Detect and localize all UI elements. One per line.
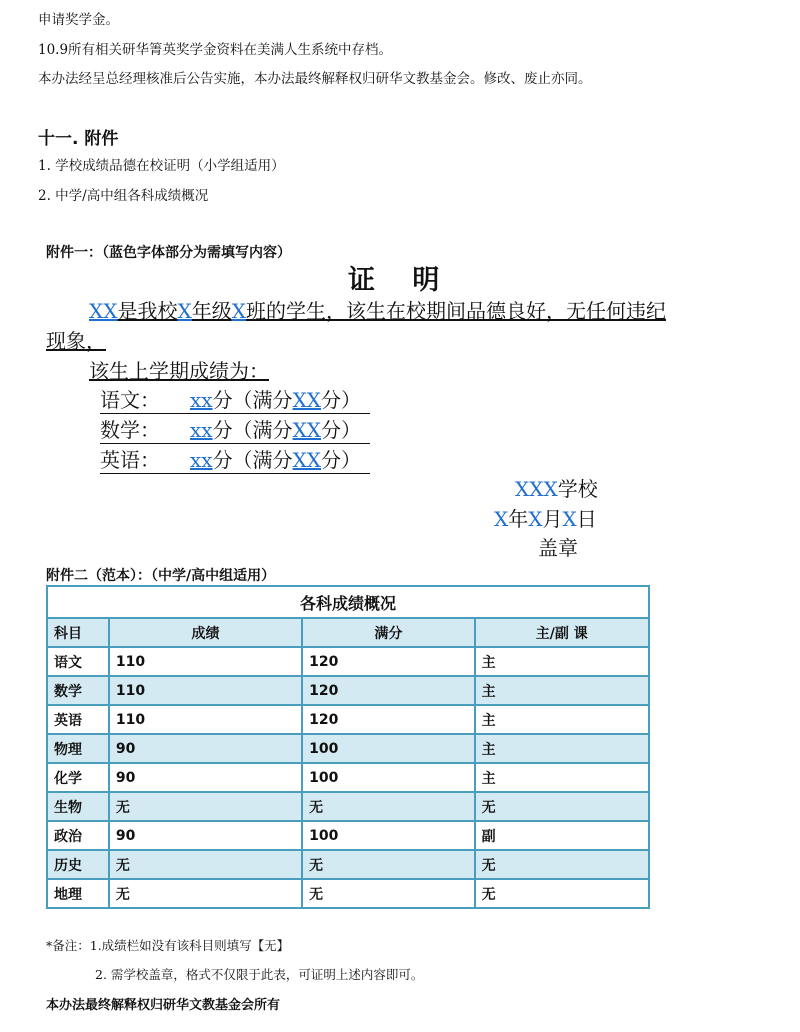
attachment-label: 附件一：（蓝色字体部分为需填写内容） <box>46 245 291 261</box>
text: 分（满分 <box>212 418 293 442</box>
subject-cell: 政治 <box>47 821 109 850</box>
table-row <box>47 647 649 676</box>
score-cell: 无 <box>109 792 302 821</box>
subject-label: 数学： <box>100 418 160 442</box>
max-cell: 120 <box>302 647 474 676</box>
text: 学校 <box>557 477 598 501</box>
max-cell: 120 <box>302 705 474 734</box>
grades-intro <box>89 355 269 384</box>
header-cell: 满分 <box>302 618 474 647</box>
table-row <box>47 821 649 850</box>
text: 分（满分 <box>212 388 293 412</box>
type-cell: 无 <box>475 792 649 821</box>
blank-month: X <box>528 507 543 531</box>
score-line <box>100 444 370 474</box>
section-heading: 十一. 附件 <box>38 129 119 149</box>
subject-label: 语文： <box>100 388 160 412</box>
score-cell: 90 <box>109 821 302 850</box>
score-cell: 110 <box>109 676 302 705</box>
subject-cell: 化学 <box>47 763 109 792</box>
text-line: 申请奖学金。 <box>38 12 119 28</box>
subject-cell: 地理 <box>47 879 109 908</box>
certificate-title: 证 明 <box>348 265 454 296</box>
table-row <box>47 734 649 763</box>
type-cell: 主 <box>475 647 649 676</box>
subject-cell: 生物 <box>47 792 109 821</box>
text-line: 10.9所有相关研华箐英奖学金资料在美满人生系统中存档。 <box>38 42 393 58</box>
max-cell: 无 <box>302 792 474 821</box>
score-cell: 无 <box>109 850 302 879</box>
attachment-label: 附件二（范本）：（中学/高中组适用） <box>46 568 276 584</box>
score-cell: 110 <box>109 647 302 676</box>
type-cell: 副 <box>475 821 649 850</box>
text: 日 <box>576 507 597 531</box>
table-row <box>47 879 649 908</box>
score-cell: 90 <box>109 763 302 792</box>
blank-max: XX <box>292 418 322 442</box>
table-row <box>47 763 649 792</box>
blank-score: xx <box>190 448 213 472</box>
table-header-row <box>47 618 649 647</box>
max-cell: 100 <box>302 734 474 763</box>
text-line: 本办法经呈总经理核准后公告实施，本办法最终解释权归研华文教基金会。修改、废止亦同。 <box>38 71 592 87</box>
score-line <box>100 384 370 414</box>
text: 年 <box>508 507 529 531</box>
text: 年级 <box>191 299 232 323</box>
type-cell: 主 <box>475 676 649 705</box>
type-cell: 无 <box>475 850 649 879</box>
table-row <box>47 705 649 734</box>
text: 分） <box>321 388 362 412</box>
table-title: 各科成绩概况 <box>47 586 649 618</box>
subject-label: 英语： <box>100 448 160 472</box>
max-cell: 100 <box>302 821 474 850</box>
text: 班的学生， <box>245 299 346 323</box>
max-cell: 无 <box>302 879 474 908</box>
score-cell: 90 <box>109 734 302 763</box>
blank-max: XX <box>292 388 322 412</box>
blank-score: xx <box>190 418 213 442</box>
scores-table <box>46 585 650 909</box>
certificate-paragraph-cont <box>46 325 106 354</box>
max-cell: 120 <box>302 676 474 705</box>
subject-cell: 语文 <box>47 647 109 676</box>
max-cell: 无 <box>302 850 474 879</box>
text: 分（满分 <box>212 448 293 472</box>
header-cell: 科目 <box>47 618 109 647</box>
blank-school: XXX <box>515 477 558 501</box>
subject-cell: 物理 <box>47 734 109 763</box>
date-line <box>494 503 597 532</box>
list-item: 2. 中学/高中组各科成绩概况 <box>38 188 209 204</box>
max-cell: 100 <box>302 763 474 792</box>
type-cell: 主 <box>475 734 649 763</box>
text: 现象， <box>46 329 106 353</box>
text: 分） <box>321 448 362 472</box>
text: 月 <box>542 507 563 531</box>
subject-cell: 历史 <box>47 850 109 879</box>
type-cell: 主 <box>475 763 649 792</box>
subject-cell: 数学 <box>47 676 109 705</box>
text: 该生上学期成绩为： <box>89 359 269 383</box>
note-line: 2. 需学校盖章，格式不仅限于此表，可证明上述内容即可。 <box>95 967 424 982</box>
school-line <box>515 473 598 502</box>
certificate-paragraph <box>89 295 666 324</box>
seal-text: 盖章 <box>538 536 578 560</box>
blank-grade: X <box>177 299 192 323</box>
text: 是我校 <box>117 299 178 323</box>
table-row <box>47 676 649 705</box>
score-cell: 无 <box>109 879 302 908</box>
text: 分） <box>321 418 362 442</box>
score-cell: 110 <box>109 705 302 734</box>
blank-student-name: XX <box>89 299 118 323</box>
footer-text: 本办法最终解释权归研华文教基金会所有 <box>46 998 281 1013</box>
type-cell: 主 <box>475 705 649 734</box>
blank-class: X <box>231 299 246 323</box>
list-item: 1. 学校成绩品德在校证明（小学组适用） <box>38 158 285 174</box>
table-row <box>47 792 649 821</box>
type-cell: 无 <box>475 879 649 908</box>
header-cell: 成绩 <box>109 618 302 647</box>
blank-day: X <box>562 507 577 531</box>
note-line: *备注：1.成绩栏如没有该科目则填写【无】 <box>46 938 290 953</box>
blank-year: X <box>494 507 509 531</box>
header-cell: 主/副 课 <box>475 618 649 647</box>
table-row <box>47 850 649 879</box>
blank-max: XX <box>292 448 322 472</box>
blank-score: xx <box>190 388 213 412</box>
subject-cell: 英语 <box>47 705 109 734</box>
score-line <box>100 414 370 444</box>
text: 该生在校期间品德良好，无任何违纪 <box>345 299 666 323</box>
